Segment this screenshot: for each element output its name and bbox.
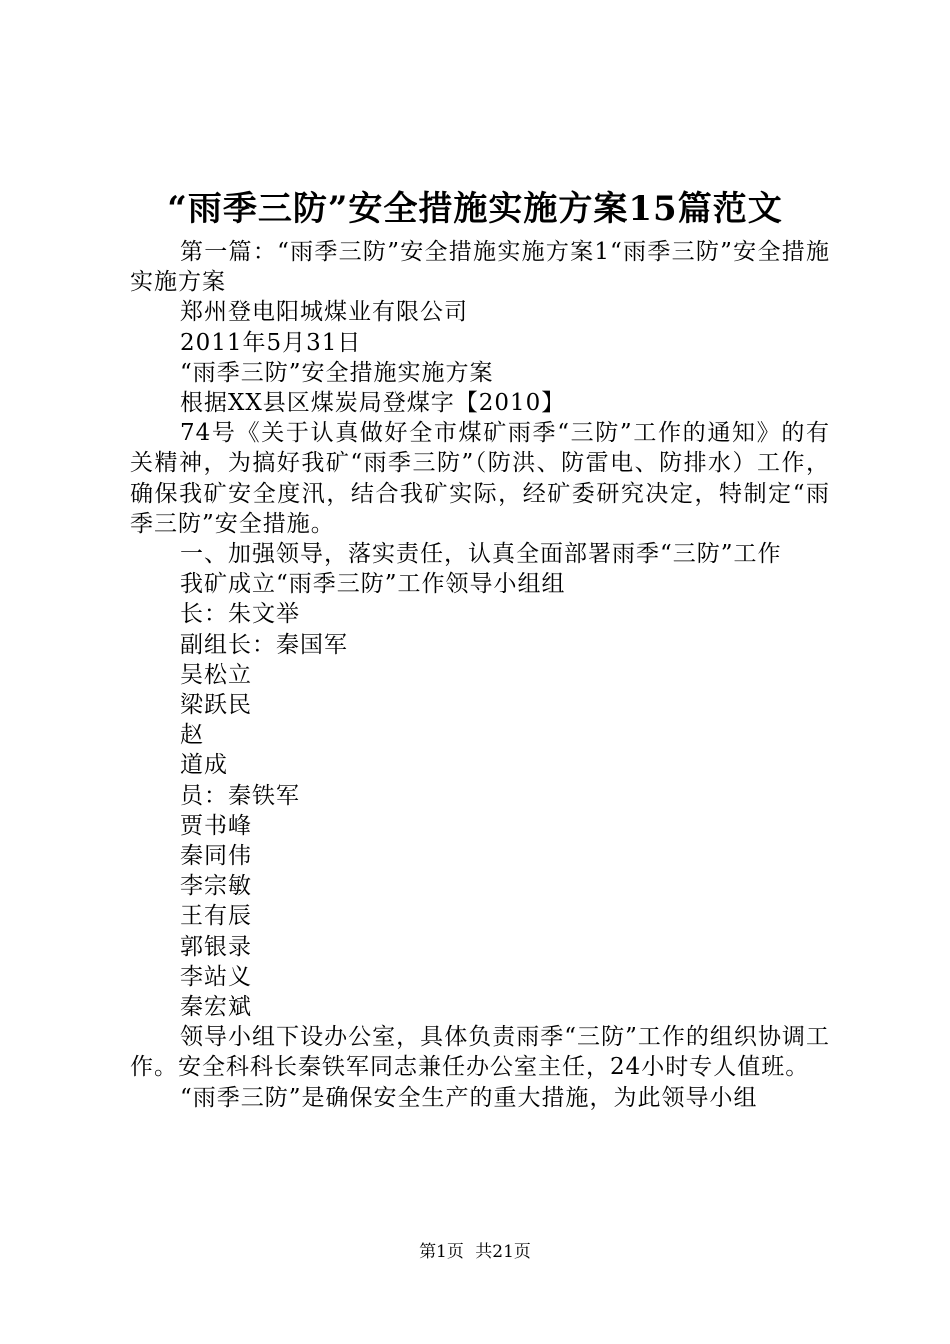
- document-title: “雨季三防”安全措施实施方案15篇范文: [167, 189, 783, 229]
- page-number: 第1页: [419, 1242, 464, 1262]
- page-total: 共21页: [475, 1242, 531, 1262]
- paragraph: 根据XX县区煤炭局登煤字【2010】: [180, 390, 566, 417]
- document-body: [130, 237, 830, 1113]
- paragraph: 贾书峰: [180, 812, 252, 839]
- paragraph: 郭银录: [180, 933, 252, 960]
- paragraph: 李宗敏: [180, 873, 252, 900]
- paragraph: “雨季三防”安全措施实施方案: [180, 359, 494, 386]
- paragraph: 道成: [180, 752, 228, 779]
- paragraph: 秦宏斌: [180, 994, 252, 1021]
- paragraph: 副组长：秦国军: [180, 631, 348, 658]
- paragraph: 长：朱文举: [180, 601, 300, 628]
- paragraph: 我矿成立“雨季三防”工作领导小组组: [180, 571, 566, 598]
- paragraph: 郑州登电阳城煤业有限公司: [180, 299, 468, 326]
- paragraph: 2011年5月31日: [180, 329, 362, 356]
- paragraph: 李站义: [180, 963, 252, 990]
- paragraph: 王有辰: [180, 903, 252, 930]
- paragraph: 员：秦铁军: [180, 782, 300, 809]
- page-footer: [0, 1240, 950, 1264]
- paragraph: 吴松立: [180, 661, 252, 688]
- paragraph: 第一篇：“雨季三防”安全措施实施方案1“雨季三防”安全措施实施方案: [130, 239, 830, 296]
- paragraph: “雨季三防”是确保安全生产的重大措施，为此领导小组: [180, 1084, 758, 1111]
- paragraph: 一、加强领导，落实责任，认真全面部署雨季“三防”工作: [180, 541, 782, 568]
- paragraph: 秦同伟: [180, 843, 252, 870]
- paragraph: 74号《关于认真做好全市煤矿雨季“三防”工作的通知》的有关精神，为搞好我矿“雨季三防”（防洪、防雷电、防排水）工作，确保我矿安全度汛，结合我矿实际，经矿委研究决定，特制定“雨季三防”安全措施。: [130, 420, 830, 537]
- paragraph: 领导小组下设办公室，具体负责雨季“三防”工作的组织协调工作。安全科科长秦铁军同志兼任办公室主任，24小时专人值班。: [130, 1024, 830, 1081]
- paragraph: 赵: [180, 722, 204, 749]
- paragraph: 梁跃民: [180, 692, 252, 719]
